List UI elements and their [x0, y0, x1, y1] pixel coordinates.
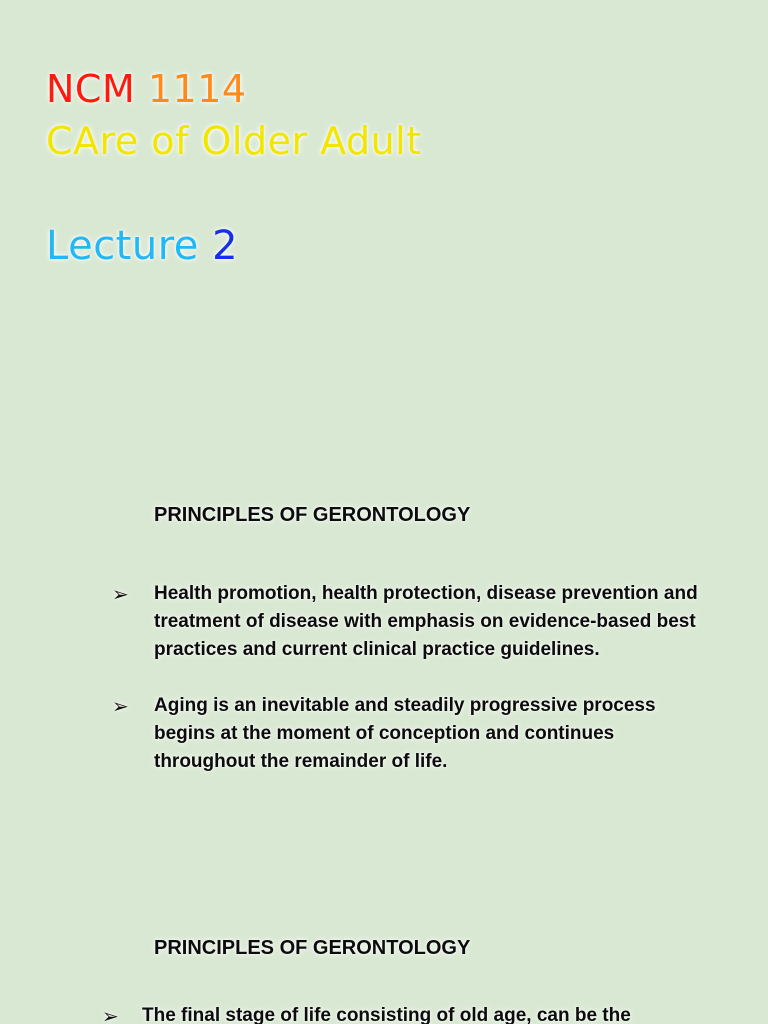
arrow-bullet-icon: ➢ [112, 694, 129, 718]
course-title: CAre of Older Adult [46, 119, 422, 163]
bullet-list [102, 1002, 742, 1024]
lecture-number: 2 [212, 223, 239, 269]
list-item [112, 692, 712, 776]
list-item [102, 1002, 742, 1024]
arrow-bullet-icon: ➢ [112, 582, 129, 606]
lecture-label [46, 222, 238, 270]
course-code-number: 1114 [147, 67, 247, 111]
bullet-text: The final stage of life consisting of old age, can be the [142, 1005, 631, 1024]
course-code [46, 66, 247, 112]
arrow-bullet-icon: ➢ [102, 1004, 119, 1024]
course-code-letters: NCM [46, 67, 136, 111]
bullet-text: Health promotion, health protection, disease prevention and treatment of disease with emphasis on evidence-based best practices and current clinical practice guidelines. [154, 583, 698, 660]
bullet-list [112, 580, 712, 776]
bullet-text: Aging is an inevitable and steadily progressive process begins at the moment of conception and continues throughout the remainder of life. [154, 695, 656, 772]
list-item [112, 580, 712, 664]
section-heading: PRINCIPLES OF GERONTOLOGY [154, 937, 471, 959]
section-heading: PRINCIPLES OF GERONTOLOGY [154, 504, 471, 526]
lecture-word: Lecture [46, 223, 199, 269]
